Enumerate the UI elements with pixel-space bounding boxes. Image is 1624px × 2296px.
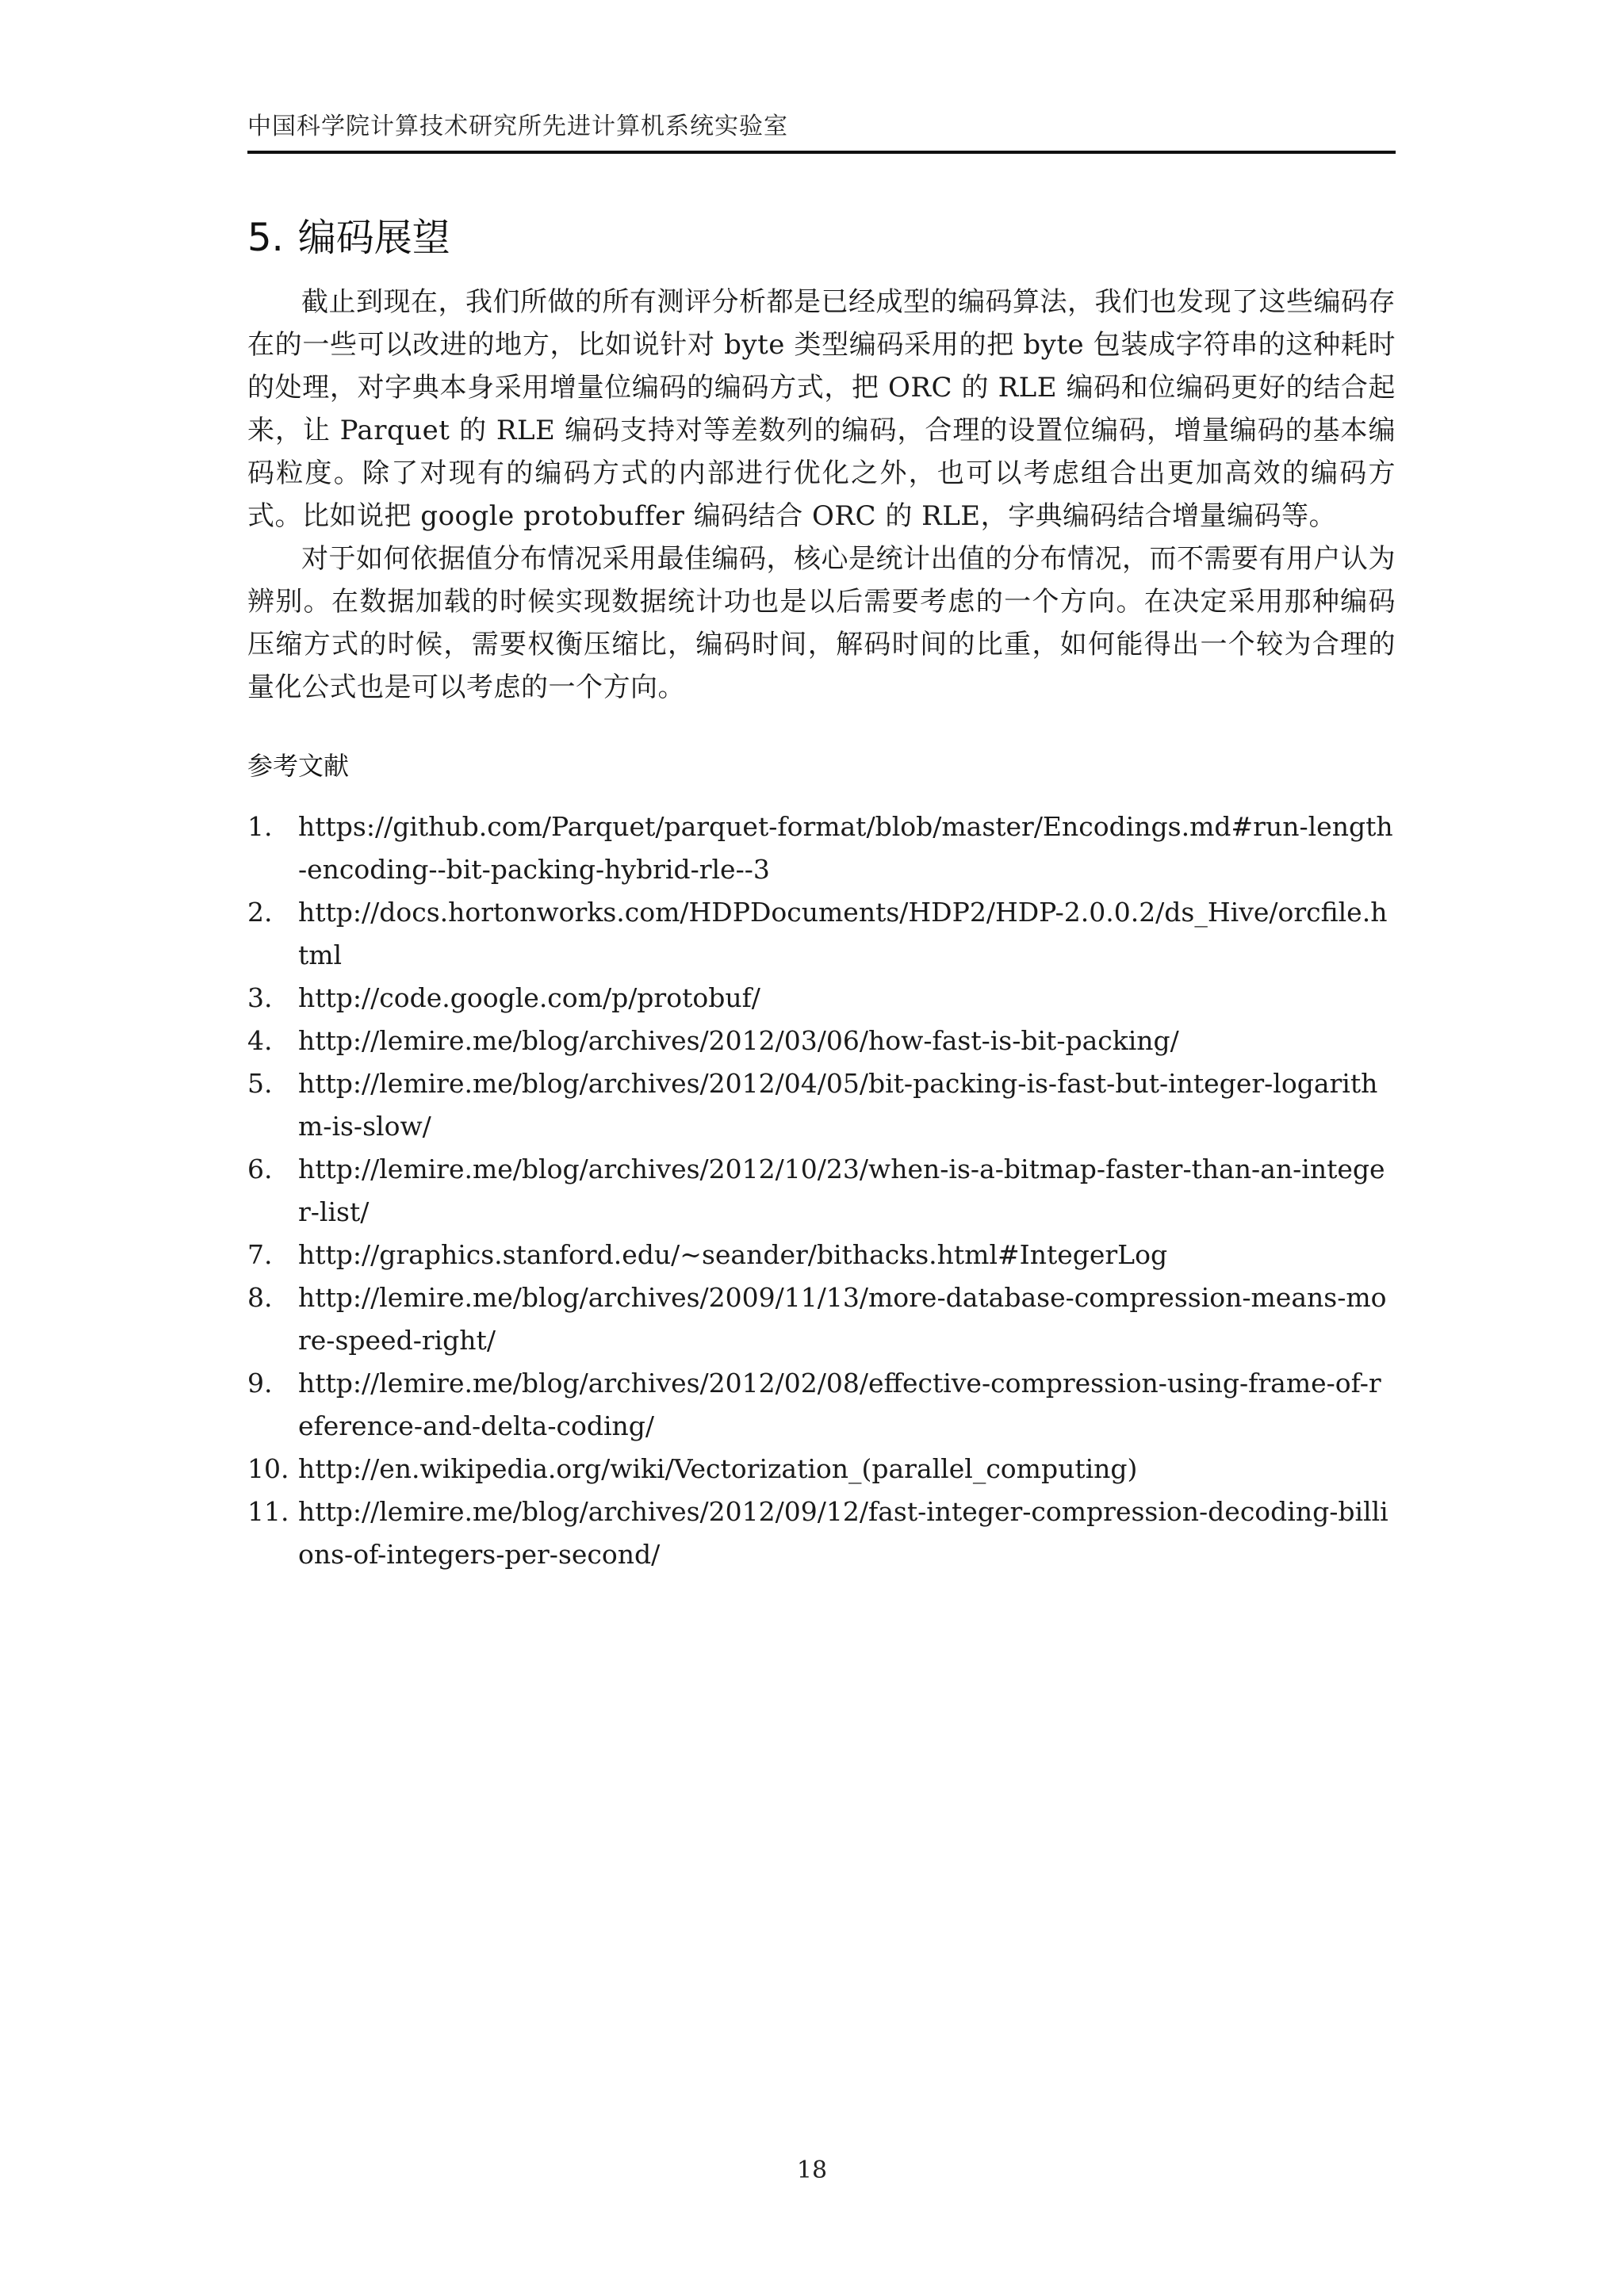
reference-link[interactable]: http://graphics.stanford.edu/~seander/bithacks.html#IntegerLog [298,1239,1168,1270]
section-heading [247,212,450,263]
reference-link[interactable]: http://lemire.me/blog/archives/2009/11/13/more-database-compression-means-more-speed-right/ [298,1282,1387,1356]
reference-link[interactable]: http://lemire.me/blog/archives/2012/02/08/effective-compression-using-frame-of-reference-and-delta-coding/ [298,1368,1381,1441]
reference-number: 7. [247,1239,273,1270]
reference-link[interactable]: http://code.google.com/p/protobuf/ [298,982,760,1013]
reference-number: 6. [247,1154,273,1184]
reference-item [247,1234,1396,1276]
reference-number: 1. [247,811,273,842]
reference-number: 2. [247,897,273,928]
reference-item [247,1362,1396,1448]
reference-link[interactable]: http://lemire.me/blog/archives/2012/09/12/fast-integer-compression-decoding-billions-of-integers-per-second/ [298,1496,1388,1570]
paragraph: 对于如何依据值分布情况采用最佳编码，核心是统计出值的分布情况，而不需要有用户认为辨别。在数据加载的时候实现数据统计功也是以后需要考虑的一个方向。在决定采用那种编码压缩方式的时候，需要权衡压缩比，编码时间，解码时间的比重，如何能得出一个较为合理的量化公式也是可以考虑的一个方向。 [247,543,1396,703]
reference-item [247,1276,1396,1362]
reference-item [247,891,1396,977]
references-list [247,806,1396,1576]
reference-link[interactable]: http://docs.hortonworks.com/HDPDocuments/HDP2/HDP-2.0.0.2/ds_Hive/orcfile.html [298,897,1388,970]
reference-link[interactable]: http://en.wikipedia.org/wiki/Vectorization_(parallel_computing) [298,1453,1138,1484]
header-rule [247,151,1396,154]
reference-link[interactable]: http://lemire.me/blog/archives/2012/04/05/bit-packing-is-fast-but-integer-logarithm-is-slow/ [298,1068,1378,1142]
reference-item [247,1062,1396,1148]
reference-number: 3. [247,982,273,1013]
reference-item [247,1020,1396,1062]
reference-item [247,806,1396,891]
running-header: 中国科学院计算技术研究所先进计算机系统实验室 [247,113,788,140]
reference-item [247,1490,1396,1576]
reference-number: 4. [247,1025,273,1056]
reference-item [247,1148,1396,1234]
reference-number: 10. [247,1453,289,1484]
reference-number: 5. [247,1068,273,1099]
references-heading: 参考文献 [247,751,350,781]
reference-item [247,1448,1396,1490]
reference-number: 11. [247,1496,289,1527]
reference-link[interactable]: http://lemire.me/blog/archives/2012/10/23/when-is-a-bitmap-faster-than-an-integer-list/ [298,1154,1385,1227]
page-number: 18 [796,2156,828,2184]
reference-number: 9. [247,1368,273,1399]
paragraph: 截止到现在，我们所做的所有测评分析都是已经成型的编码算法，我们也发现了这些编码存在的一些可以改进的地方，比如说针对 byte 类型编码采用的把 byte 包装成字符串的这种耗时的处理，对字典本身采用增量位编码的编码方式，把 ORC 的 RLE 编码和位编码更好的结合起来，让 Parquet 的 RLE 编码支持对等差数列的编码，合理的设置位编码，增量编码的基本编码粒度。除了对现有的编码方式的内部进行优化之外，也可以考虑组合出更加高效的编码方式。比如说把 google protobuffer 编码结合 ORC 的 RLE，字典编码结合增量编码等。 [247,286,1396,532]
reference-link[interactable]: https://github.com/Parquet/parquet-format/blob/master/Encodings.md#run-length-encoding--bit-packing-hybrid-rle--3 [298,811,1393,885]
section-title: 编码展望 [297,216,450,260]
reference-link[interactable]: http://lemire.me/blog/archives/2012/03/06/how-fast-is-bit-packing/ [298,1025,1179,1056]
section-number: 5. [247,216,284,260]
reference-item [247,977,1396,1020]
body-text [247,281,1396,709]
reference-number: 8. [247,1282,273,1313]
